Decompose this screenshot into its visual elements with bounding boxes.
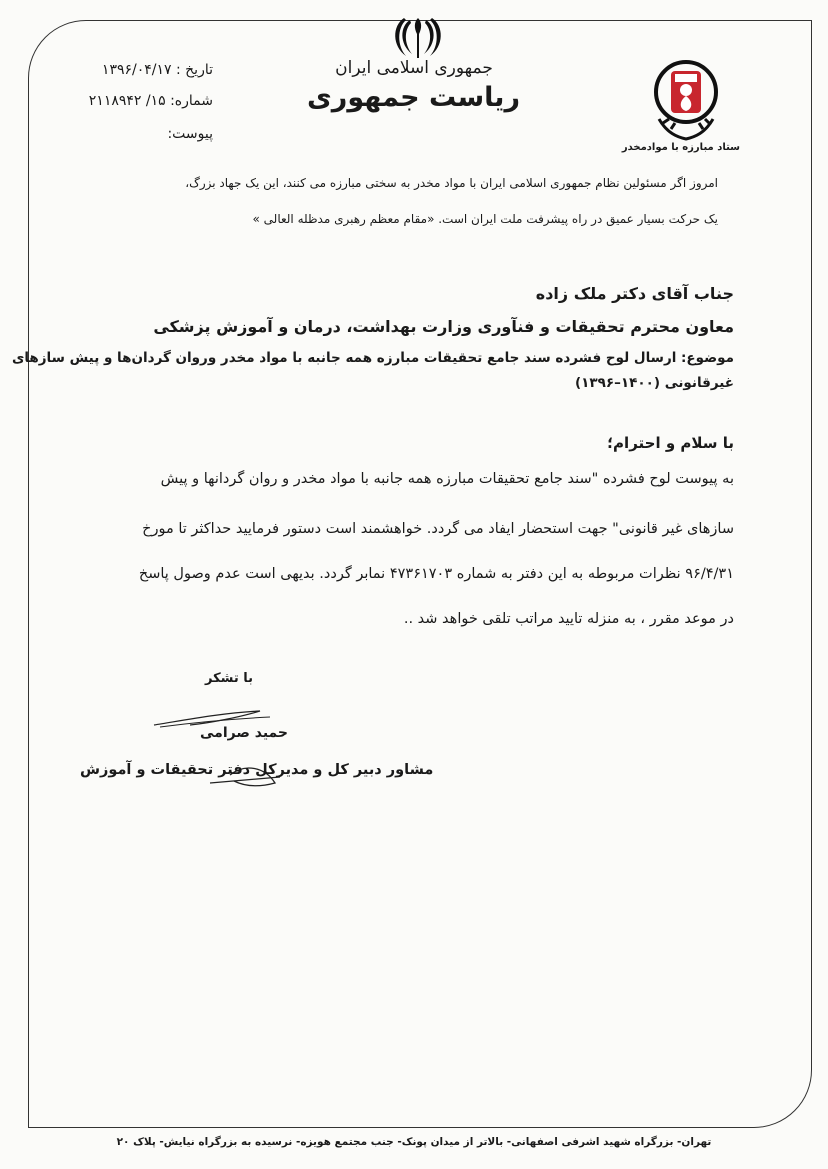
date-label: تاریخ :	[175, 62, 213, 78]
number-value: ۱۵/ ۲۱۱۸۹۴۲	[88, 93, 166, 109]
presidency-title: ریاست جمهوری	[307, 82, 520, 113]
recipient-title: معاون محترم تحقیقات و فنآوری وزارت بهداشت، درمان و آموزش پزشکی	[153, 317, 734, 336]
subject-line-2: غیرقانونی (۱۴۰۰–۱۳۹۶)	[574, 375, 734, 391]
anti-narcotics-logo-icon	[653, 59, 719, 141]
signer-title: مشاور دبیر کل و مدیرکل دفتر تحقیقات و آموزش	[80, 762, 434, 778]
date-field	[88, 62, 213, 78]
body-line-4: در موعد مقرر ، به منزله تایید مراتب تلقی خواهد شد ..	[403, 611, 734, 627]
footer-address: تهران- بزرگراه شهید اشرفی اصفهانی- بالاتر از میدان پونک- جنب مجتمع هویزه- نرسیده به بزرگراه نیایش- پلاک ۲۰	[116, 1136, 712, 1148]
leader-quote-line2: یک حرکت بسیار عمیق در راه پیشرفت ملت ایران است. «مقام معظم رهبری مدظله العالی »	[252, 212, 718, 226]
body-line-3: ۹۶/۴/۳۱ نظرات مربوطه به این دفتر به شماره ۴۷۳۶۱۷۰۳ نمابر گردد. بدیهی است عدم وصول پاسخ	[138, 566, 734, 582]
greeting: با سلام و احترام؛	[607, 434, 734, 452]
number-label: شماره:	[170, 93, 213, 109]
number-field	[85, 93, 213, 109]
leader-quote-line1: امروز اگر مسئولین نظام جمهوری اسلامی ایران با مواد مخدر به سختی مبارزه می کنند، این یک جهاد بزرگ،	[185, 176, 718, 190]
signer-name: حمید صرامی	[200, 725, 289, 741]
closing: با تشکر	[205, 671, 254, 686]
recipient-name: جناب آقای دکتر ملک زاده	[535, 284, 734, 303]
body-line-1: به پیوست لوح فشرده "سند جامع تحقیقات مبارزه همه جانبه با مواد مخدر و روان گردانها و پیش	[160, 471, 734, 487]
subject-line-1: موضوع: ارسال لوح فشرده سند جامع تحقیقات مبارزه همه جانبه با مواد مخدر وروان گردان‌ها و پیش سازهای	[11, 350, 734, 366]
country-name: جمهوری اسلامی ایران	[335, 58, 493, 78]
body-line-2: سازهای غیر قانونی" جهت استحضار ایفاد می گردد. خواهشمند است دستور فرمایید حداکثر تا مورخ	[142, 521, 734, 537]
attachment-label: پیوست:	[167, 126, 213, 142]
iran-emblem-icon	[390, 14, 446, 64]
org-caption: ستاد مبارزه با موادمخدر	[621, 142, 740, 153]
date-value: ۱۳۹۶/۰۴/۱۷	[101, 62, 172, 78]
handwritten-signature-icon	[150, 703, 290, 793]
